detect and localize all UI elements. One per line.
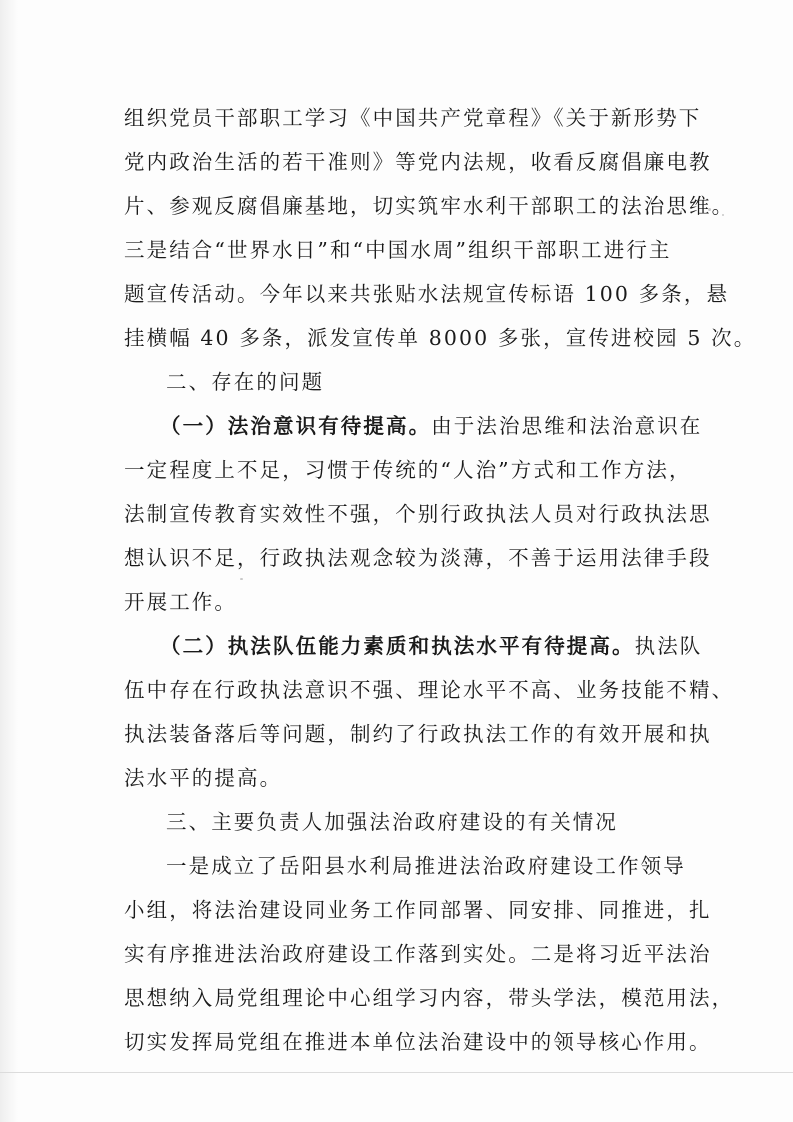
body-line: 伍中存在行政执法意识不强、理论水平不高、业务技能不精、 [124, 678, 735, 702]
body-line: 三是结合“世界水日”和“中国水周”组织干部职工进行主 [124, 238, 672, 262]
item-lead-rest: 由于法治思维和法治意识在 [431, 414, 703, 438]
body-line: 片、参观反腐倡廉基地，切实筑牢水利干部职工的法治思维。 [124, 194, 735, 218]
body-line: 一定程度上不足，习惯于传统的“人治”方式和工作方法， [124, 458, 692, 482]
body-line: 党内政治生活的若干准则》等党内法规，收看反腐倡廉电教 [124, 150, 712, 174]
item-lead-rest: 执法队 [634, 634, 703, 658]
item-bold-lead: （二）执法队伍能力素质和执法水平有待提高。 [160, 634, 635, 658]
scan-bottom-edge [0, 1072, 793, 1073]
scan-speck [240, 578, 243, 580]
body-line: 切实发挥局党组在推进本单位法治建设中的领导核心作用。 [124, 1030, 712, 1054]
body-line: 小组，将法治建设同业务工作同部署、同安排、同推进，扎 [124, 898, 712, 922]
item-first-line [160, 414, 702, 438]
body-line: 题宣传活动。今年以来共张贴水法规宣传标语 100 多条，悬 [124, 282, 730, 306]
body-line: 实有序推进法治政府建设工作落到实处。二是将习近平法治 [124, 942, 712, 966]
body-line: 法水平的提高。 [124, 766, 283, 790]
body-line: 思想纳入局党组理论中心组学习内容，带头学法，模范用法， [124, 986, 735, 1010]
body-line: 组织党员干部职工学习《中国共产党章程》《关于新形势下 [124, 106, 702, 130]
body-line: 想认识不足，行政执法观念较为淡薄，不善于运用法律手段 [124, 546, 712, 570]
scan-edge-shadow [0, 0, 18, 1122]
item-bold-lead: （一）法治意识有待提高。 [160, 414, 432, 438]
item-first-line [160, 634, 702, 658]
body-line: 执法装备落后等问题，制约了行政执法工作的有效开展和执 [124, 722, 712, 746]
body-line: 挂横幅 40 多条，派发宣传单 8000 多张，宣传进校园 5 次。 [124, 326, 757, 350]
body-line: 法制宣传教育实效性不强，个别行政执法人员对行政执法思 [124, 502, 712, 526]
body-line: 一是成立了岳阳县水利局推进法治政府建设工作领导 [166, 854, 686, 878]
body-line: 开展工作。 [124, 590, 237, 614]
section-heading: 三、主要负责人加强法治政府建设的有关情况 [166, 810, 618, 834]
section-heading: 二、存在的问题 [166, 370, 325, 394]
